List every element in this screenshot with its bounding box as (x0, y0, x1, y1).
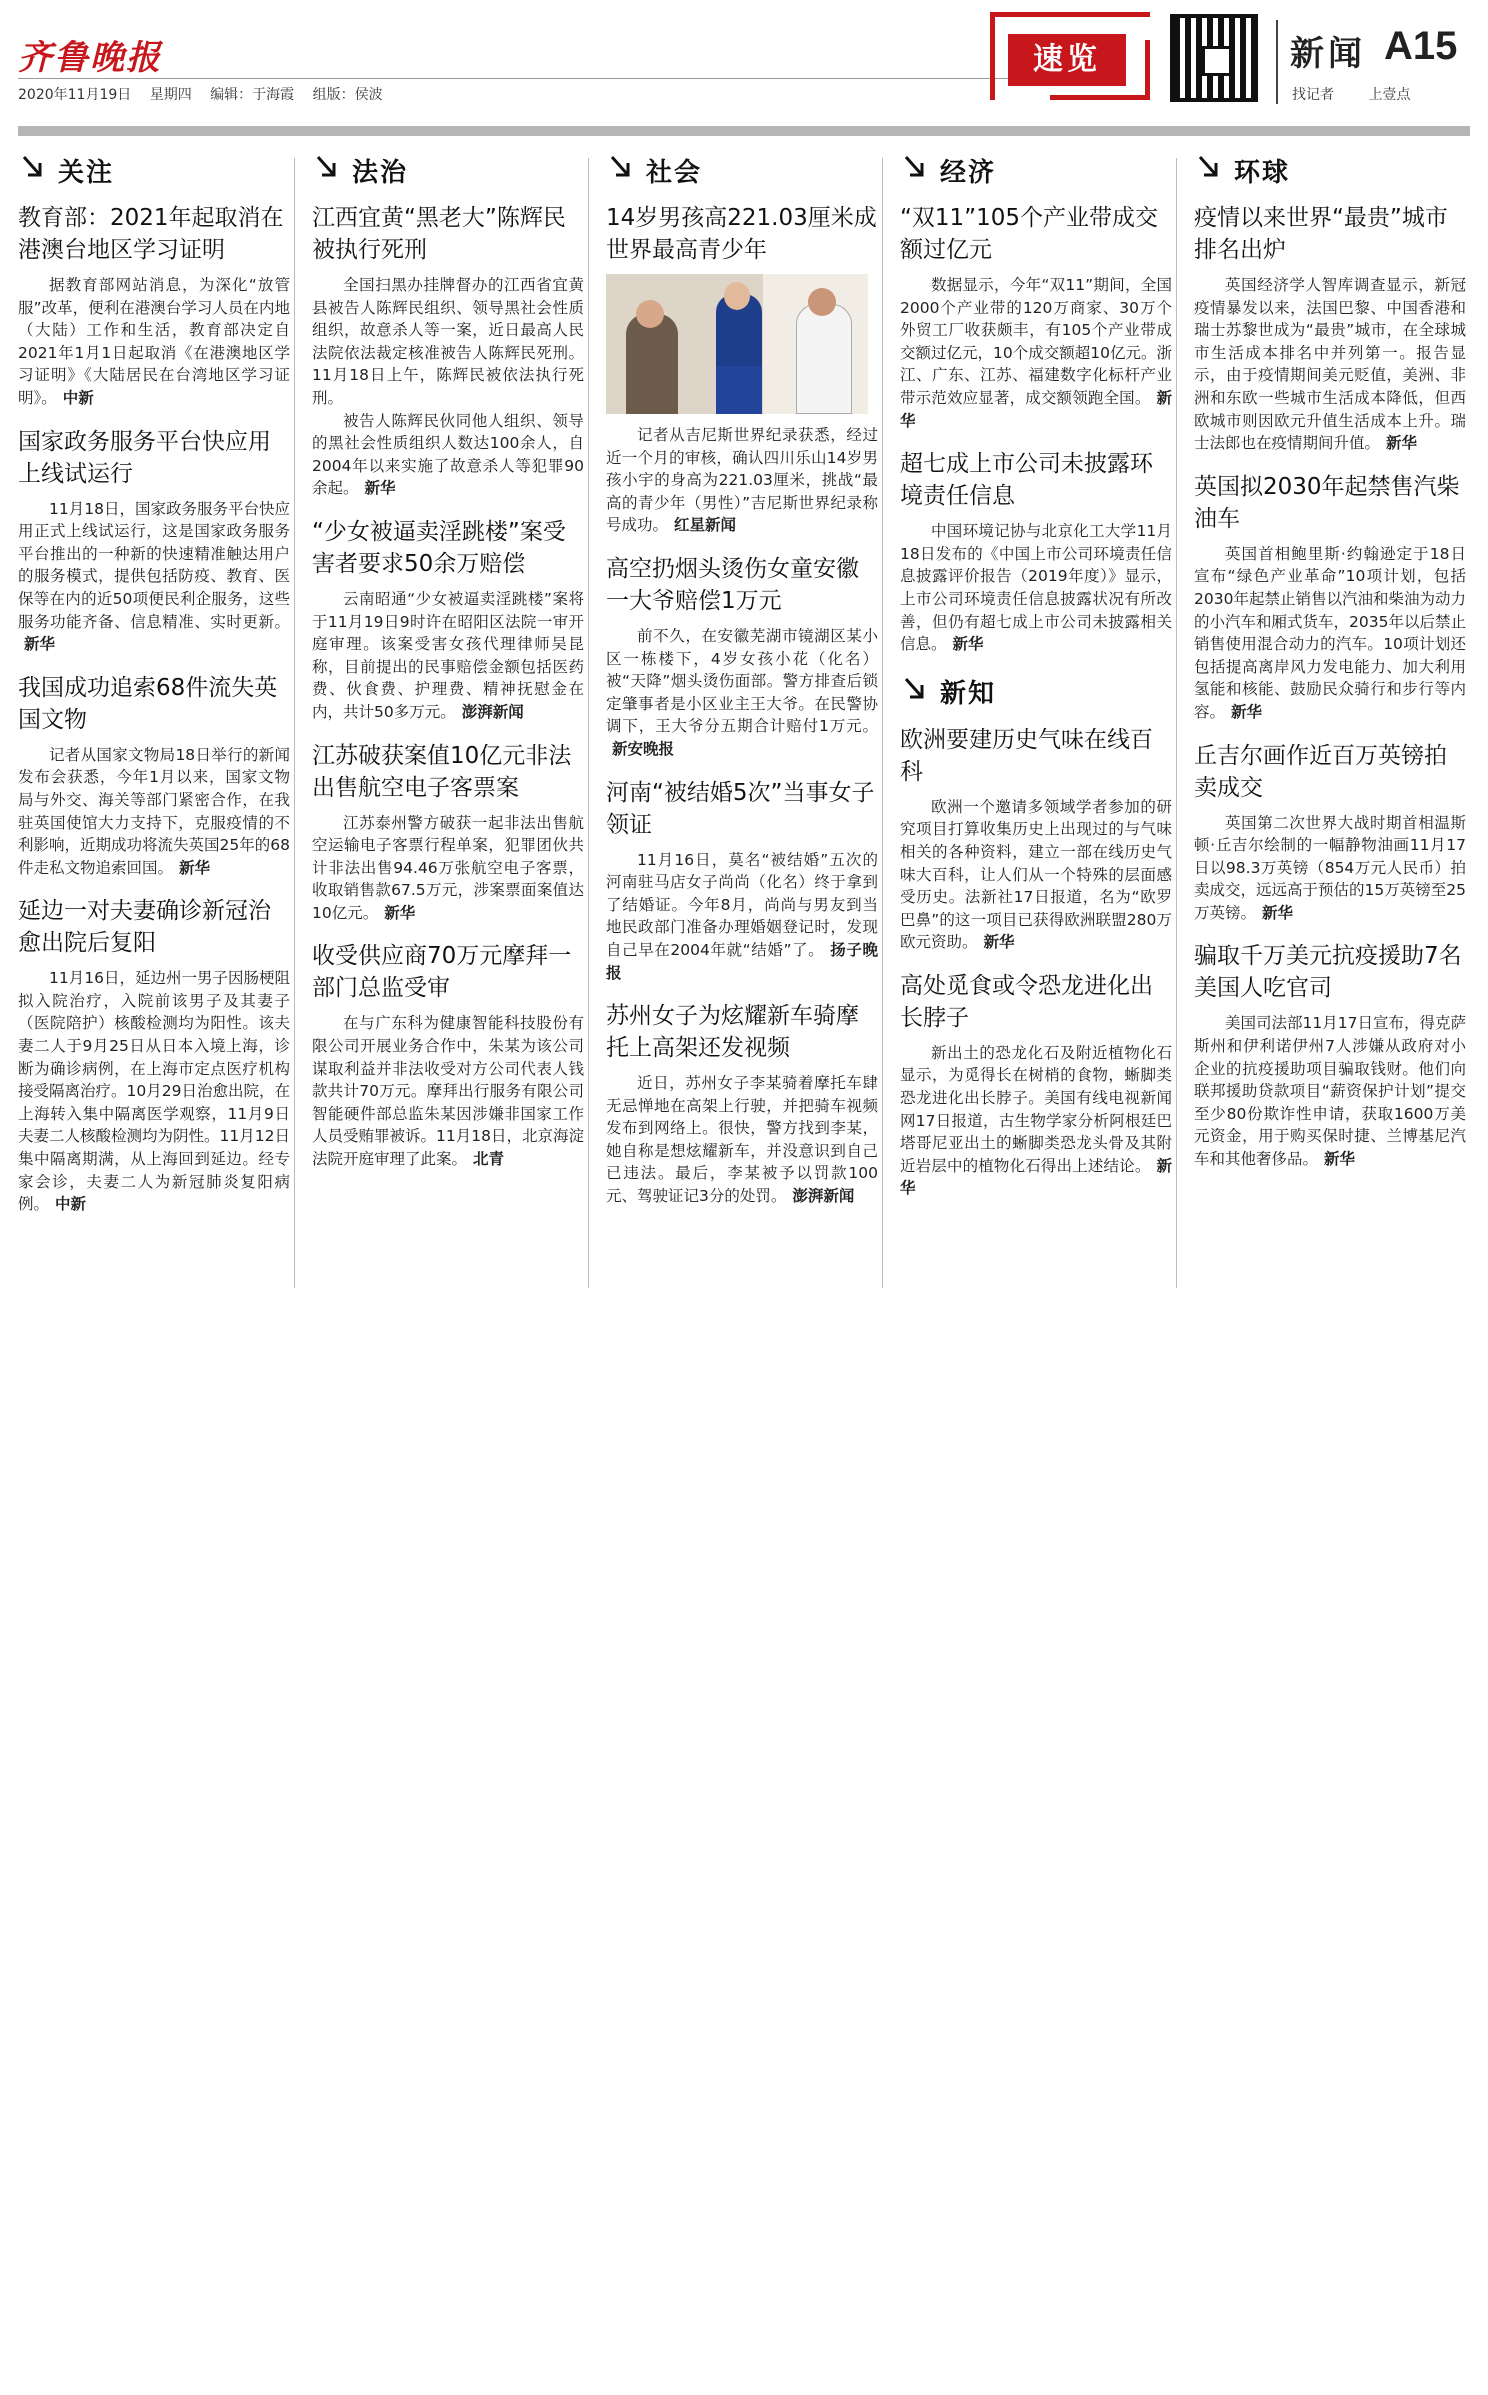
article-source: 扬子晚报 (606, 940, 878, 982)
news-column (312, 150, 584, 1290)
article (18, 672, 290, 880)
article-body (312, 410, 584, 500)
article-body (606, 1072, 878, 1208)
article-body (900, 796, 1172, 954)
section-header (1194, 150, 1466, 190)
article-text: 记者从国家文物局18日举行的新闻发布会获悉，今年1月以来，国家文物局与外交、海关等部门紧密合作，在我驻英国使馆大力支持下，克服疫情的不利影响，近期成功将流失英国25年的68件走私文物追索回国。 (18, 745, 290, 877)
article-body (900, 274, 1172, 432)
article (606, 1000, 878, 1208)
article-source: 新华 (364, 479, 396, 498)
article-text: 被告人陈辉民伙同他人组织、领导的黑社会性质组织人数达100余人，自2004年以来实施了故意杀人等犯罪90余起。 (312, 411, 584, 498)
arrow-icon (900, 675, 940, 709)
article-text: 11月18日，国家政务服务平台快应用正式上线试运行，这是国家政务服务平台推出的一种新的快速精准触达用户的服务模式，提供包括防疫、教育、医保等在内的近50项便民利企服务，这些服务功能齐备、信息精准、实时更新。 (18, 499, 290, 631)
article (900, 970, 1172, 1200)
article-source: 新华 (983, 933, 1015, 952)
news-column (900, 150, 1172, 1290)
article-title[interactable]: 河南“被结婚5次”当事女子领证 (606, 779, 875, 838)
editor-credit: 编辑：于海霞 (210, 87, 295, 103)
article-title[interactable]: 收受供应商70万元摩拜一部门总监受审 (312, 943, 572, 1002)
article-source: 澎湃新闻 (461, 702, 524, 721)
column-divider (294, 158, 295, 1288)
article-body (18, 967, 290, 1216)
shangyidian-link[interactable]: 上壹点 (1368, 87, 1411, 103)
column-divider (588, 158, 589, 1288)
article-title[interactable]: 江西宜黄“黑老大”陈辉民被执行死刑 (312, 205, 566, 263)
section-title: 关注 (58, 157, 115, 188)
section-title: 新知 (940, 679, 997, 710)
article (18, 426, 290, 656)
article-source: 新华 (24, 635, 56, 654)
article-body (312, 1012, 584, 1170)
article-source: 新安晚报 (612, 739, 675, 758)
section-tag: 速览 (1008, 34, 1126, 86)
article (606, 202, 878, 537)
article-text: 11月16日，莫名“被结婚”五次的河南驻马店女子尚尚（化名）终于拿到了结婚证。今年8月，尚尚与男友到当地民政部门准备办理婚姻登记时，发现自己早在2004年就“结婚”了。 (606, 850, 878, 959)
article (1194, 940, 1466, 1170)
arrow-icon (1194, 153, 1234, 187)
newspaper-logo: 齐鲁晚报 (18, 38, 162, 78)
article-text: 英国第二次世界大战时期首相温斯顿·丘吉尔绘制的一幅静物油画11月17日以98.3万英镑（854万元人民币）拍卖成交，远远高于预估的15万英镑至25万英镑。 (1194, 813, 1466, 922)
article-text: 前不久，在安徽芜湖市镜湖区某小区一栋楼下，4岁女孩小花（化名）被“天降”烟头烫伤面部。警方排查后锁定肇事者是小区业主王大爷。在民警协调下，王大爷分五期合计赔付1万元。 (606, 626, 878, 736)
arrow-icon (900, 153, 940, 187)
article-source: 新华 (952, 635, 984, 654)
article (18, 202, 290, 410)
article-source: 中新 (62, 388, 94, 407)
section-tag-box (990, 12, 1150, 100)
section-header (312, 150, 584, 190)
article-title[interactable]: 国家政务服务平台快应用上线试运行 (18, 428, 271, 487)
article-body (606, 849, 878, 985)
column-divider (882, 158, 883, 1288)
article-title[interactable]: 高处觅食或令恐龙进化出长脖子 (900, 972, 1153, 1031)
section-header (900, 150, 1172, 190)
article-text: 英国经济学人智库调查显示，新冠疫情暴发以来，法国巴黎、中国香港和瑞士苏黎世成为“最贵”城市，在全球城市生活成本排名中并列第一。报告显示，由于疫情期间美元贬值，美洲、非洲和东欧一些城市生活成本降低，但西欧城市则因欧元升值生活成本上升。瑞士法郎也在疫情期间升值。 (1194, 276, 1466, 453)
layout-credit: 组版：侯波 (312, 87, 383, 103)
article-source: 新华 (900, 1156, 1172, 1198)
article-title[interactable]: 欧洲要建历史气味在线百科 (900, 726, 1153, 785)
article-source: 新华 (179, 858, 211, 877)
article-photo (606, 274, 868, 414)
article-source: 北青 (473, 1150, 505, 1169)
column-divider (1176, 158, 1177, 1288)
arrow-icon (18, 153, 58, 187)
news-column (1194, 150, 1466, 1290)
article (18, 895, 290, 1216)
header-bar (18, 126, 1470, 136)
article-source: 新华 (1386, 434, 1418, 453)
article-body (312, 274, 584, 410)
article (312, 740, 584, 925)
article (312, 516, 584, 724)
section-title: 社会 (646, 157, 703, 188)
article (1194, 471, 1466, 724)
article-title[interactable]: 高空扔烟头烫伤女童安徽一大爷赔偿1万元 (606, 555, 859, 614)
article-text: 数据显示，今年“双11”期间，全国2000个产业带的120万商家、30万个外贸工厂收获颇丰，有105个产业带成交额过亿元，10个成交额超10亿元。浙江、广东、江苏、福建数字化标杆产业带示范效应显著，成交额领跑全国。 (900, 276, 1172, 407)
reporter-links (1292, 84, 1440, 104)
article-body (900, 520, 1172, 656)
article-body (606, 424, 878, 537)
article-title[interactable]: “少女被逼卖淫跳楼”案受害者要求50余万赔偿 (312, 518, 566, 577)
article-body (606, 625, 878, 761)
article-text: 云南昭通“少女被逼卖淫跳楼”案将于11月19日9时许在昭阳区法院一审开庭审理。该案受害女孩代理律师吴昆称，目前提出的民事赔偿金额包括医药费、伙食费、护理费、精神抚慰金在内，共计50多万元。 (312, 589, 584, 721)
article-title[interactable]: 14岁男孩高221.03厘米成世界最高青少年 (606, 205, 877, 263)
article-text: 据教育部网站消息，为深化“放管服”改革，便利在港澳台学习人员在内地（大陆）工作和生活，教育部决定自2021年1月1日起取消《在港澳地区学习证明》《大陆居民在台湾地区学习证明》。 (18, 276, 290, 407)
section-header (606, 150, 878, 190)
page-number: A15 (1384, 24, 1458, 68)
find-reporter-link[interactable]: 找记者 (1292, 87, 1334, 103)
article-source: 澎湃新闻 (792, 1187, 855, 1206)
article-text: 近日，苏州女子李某骑着摩托车肆无忌惮地在高架上行驶，并把骑车视频发布到网络上。很快，警方找到李某，她自称是想炫耀新车，并没意识到自己已违法。最后，李某被予以罚款100元、驾驶证记3分的处罚。 (606, 1074, 878, 1206)
article-source: 新华 (1262, 903, 1294, 922)
issue-weekday: 星期四 (149, 87, 192, 103)
section-title: 环球 (1234, 157, 1291, 188)
issue-meta (18, 84, 397, 104)
section-header (900, 672, 1172, 712)
article-body (1194, 812, 1466, 925)
news-column (18, 150, 290, 1290)
article-body (18, 744, 290, 880)
article-title[interactable]: 英国拟2030年起禁售汽柴油车 (1194, 473, 1460, 532)
article-text: 在与广东科为健康智能科技股份有限公司开展业务合作中，朱某为该公司谋取利益并非法收受对方公司代表人钱款共计70万元。摩拜出行服务有限公司智能硬件部总监朱某因涉嫌非国家工作人员受贿罪被诉。11月18日，北京海淀法院开庭审理了此案。 (312, 1014, 584, 1169)
article-body (1194, 274, 1466, 455)
article-body (312, 812, 584, 925)
news-column (606, 150, 878, 1290)
article-title[interactable]: 延边一对夫妻确诊新冠治愈出院后复阳 (18, 898, 271, 957)
article-body (1194, 1012, 1466, 1170)
page-name: 新闻 (1290, 34, 1366, 74)
article-body (900, 1042, 1172, 1200)
masthead (0, 0, 1488, 140)
issue-date: 2020年11月19日 (18, 87, 132, 103)
news-columns (18, 150, 1470, 1290)
article-text: 美国司法部11月17日宣布，得克萨斯州和伊利诺伊州7人涉嫌从政府对小企业的抗疫援助项目骗取钱财。他们向联邦援助贷款项目“薪资保护计划”提交至少80份欺诈性申请，获取1600万美元资金，用于购买保时捷、兰博基尼汽车和其他奢侈品。 (1194, 1014, 1466, 1169)
article-body (18, 498, 290, 656)
article-body (18, 274, 290, 410)
article (606, 777, 878, 985)
article-source: 中新 (55, 1195, 87, 1214)
article-title[interactable]: 苏州女子为炫耀新车骑摩托上高架还发视频 (606, 1003, 859, 1062)
article-text: 全国扫黑办挂牌督办的江西省宜黄县被告人陈辉民组织、领导黑社会性质组织，故意杀人等一案，近日最高人民法院依法裁定核准被告人陈辉民死刑。11月18日上午，陈辉民被依法执行死刑。 (312, 276, 584, 407)
section-title: 经济 (940, 157, 997, 188)
masthead-rule (18, 78, 1058, 79)
article-title[interactable]: 疫情以来世界“最贵”城市排名出炉 (1194, 205, 1448, 263)
qr-code-icon (1170, 14, 1258, 102)
article-source: 新华 (1324, 1150, 1356, 1169)
arrow-icon (312, 153, 352, 187)
section-header (18, 150, 290, 190)
article (900, 202, 1172, 432)
article (312, 202, 584, 500)
article-text: 新出土的恐龙化石及附近植物化石显示，为觅得长在树梢的食物，蜥脚类恐龙进化出长脖子。美国有线电视新闻网17日报道，古生物学家分析阿根廷巴塔哥尼亚出土的蜥脚类恐龙头骨及其附近岩层中的植物化石得出上述结论。 (900, 1043, 1172, 1175)
article-title[interactable]: 丘吉尔画作近百万英镑拍卖成交 (1194, 742, 1447, 801)
article-source: 红星新闻 (674, 516, 737, 535)
article-text: 英国首相鲍里斯·约翰逊定于18日宣布“绿色产业革命”10项计划，包括2030年起禁止销售以汽油和柴油为动力的小汽车和厢式货车，2035年以后禁止销售使用混合动力的汽车。10项计划还包括提高离岸风力发电能力、加大利用氢能和核能、鼓励民众骑行和步行等内容。 (1194, 544, 1466, 721)
article-title[interactable]: 骗取千万美元抗疫援助7名美国人吃官司 (1194, 943, 1462, 1002)
article-text: 记者从吉尼斯世界纪录获悉，经过近一个月的审核，确认四川乐山14岁男孩小宇的身高为221.03厘米，挑战“最高的青少年（男性）”吉尼斯世界纪录称号成功。 (606, 426, 878, 535)
article-title[interactable]: 超七成上市公司未披露环境责任信息 (900, 451, 1153, 510)
article (900, 724, 1172, 954)
article-title[interactable]: “双11”105个产业带成交额过亿元 (900, 205, 1158, 263)
article-source: 新华 (1231, 702, 1263, 721)
article-body (1194, 543, 1466, 724)
article-source: 新华 (900, 388, 1172, 430)
arrow-icon (606, 153, 646, 187)
article-text: 中国环境记协与北京化工大学11月18日发布的《中国上市公司环境责任信息披露评价报告（2019年度）》显示，上市公司环境责任信息披露状况有所改善，但仍有超七成上市公司未披露相关信息。 (900, 522, 1172, 654)
section-title: 法治 (352, 157, 409, 188)
article-body (312, 588, 584, 724)
article-source: 新华 (384, 903, 416, 922)
article-text: 欧洲一个邀请多领域学者参加的研究项目打算收集历史上出现过的与气味相关的各种资料，建立一部在线历史气味大百科，让人们从一个特殊的层面感受历史。法新社17日报道，名为“欧罗巴鼻”的这一项目已获得欧洲联盟280万欧元资助。 (900, 797, 1172, 952)
article (900, 448, 1172, 656)
article (312, 940, 584, 1170)
article-text: 江苏泰州警方破获一起非法出售航空运输电子客票行程单案，犯罪团伙共计非法出售94.46万张航空电子客票，收取销售款67.5万元，涉案票面案值达10亿元。 (312, 813, 584, 922)
article (1194, 740, 1466, 925)
article (1194, 202, 1466, 455)
article-title[interactable]: 江苏破获案值10亿元非法出售航空电子客票案 (312, 742, 572, 801)
article-text: 11月16日，延边州一男子因肠梗阻拟入院治疗，入院前该男子及其妻子（医院陪护）核酸检测均为阳性。该夫妻二人于9月25日从日本入境上海，诊断为确诊病例，在上海市定点医疗机构接受隔离治疗。10月29日治愈出院，在上海转入集中隔离医学观察，11月9日夫妻二人核酸检测均为阴性。11月12日集中隔离期满，从上海回到延边。经专家会诊，夫妻二人为新冠肺炎复阳病例。 (18, 969, 290, 1214)
article (606, 553, 878, 761)
article-title[interactable]: 教育部：2021年起取消在港澳台地区学习证明 (18, 205, 284, 263)
article-title[interactable]: 我国成功追索68件流失英国文物 (18, 674, 278, 733)
